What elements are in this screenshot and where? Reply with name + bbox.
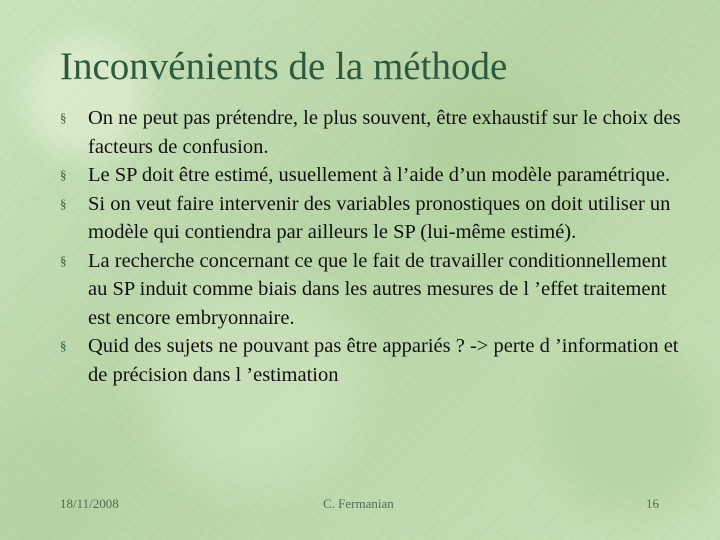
bullet-text: Le SP doit être estimé, usuellement à l’aide d’un modèle paramétrique. bbox=[88, 164, 671, 186]
bullet-text: On ne peut pas prétendre, le plus souvent, être exhaustif sur le choix des facteurs de confusion. bbox=[88, 107, 681, 158]
bullet-marker-icon: § bbox=[60, 338, 67, 353]
bullet-item bbox=[60, 332, 690, 389]
bullet-list bbox=[60, 104, 690, 389]
bullet-item bbox=[60, 247, 690, 333]
footer-page-number: 16 bbox=[646, 496, 659, 511]
bullet-item bbox=[60, 190, 690, 247]
footer-date: 18/11/2008 bbox=[60, 496, 119, 511]
bullet-marker-icon: § bbox=[60, 110, 67, 125]
footer-author: C. Fermanian bbox=[323, 496, 394, 511]
slide-title: Inconvénients de la méthode bbox=[60, 45, 508, 88]
bullet-marker-icon: § bbox=[60, 252, 67, 268]
bullet-item bbox=[60, 104, 690, 161]
bullet-item bbox=[60, 161, 690, 190]
bullet-marker-icon: § bbox=[60, 195, 67, 211]
bullet-text: Si on veut faire intervenir des variables pronostiques on doit utiliser un modèle qui contiendra par ailleurs le SP (lui-même estimé). bbox=[88, 192, 671, 243]
bullet-text: Quid des sujets ne pouvant pas être appariés ? -> perte d ’information et de précision dans l ’estimation bbox=[88, 335, 679, 386]
bullet-text: La recherche concernant ce que le fait de travailler conditionnellement au SP induit comme biais dans les autres mesures de l ’effet traitement est encore embryonnaire. bbox=[88, 249, 667, 329]
bullet-marker-icon: § bbox=[60, 167, 67, 182]
